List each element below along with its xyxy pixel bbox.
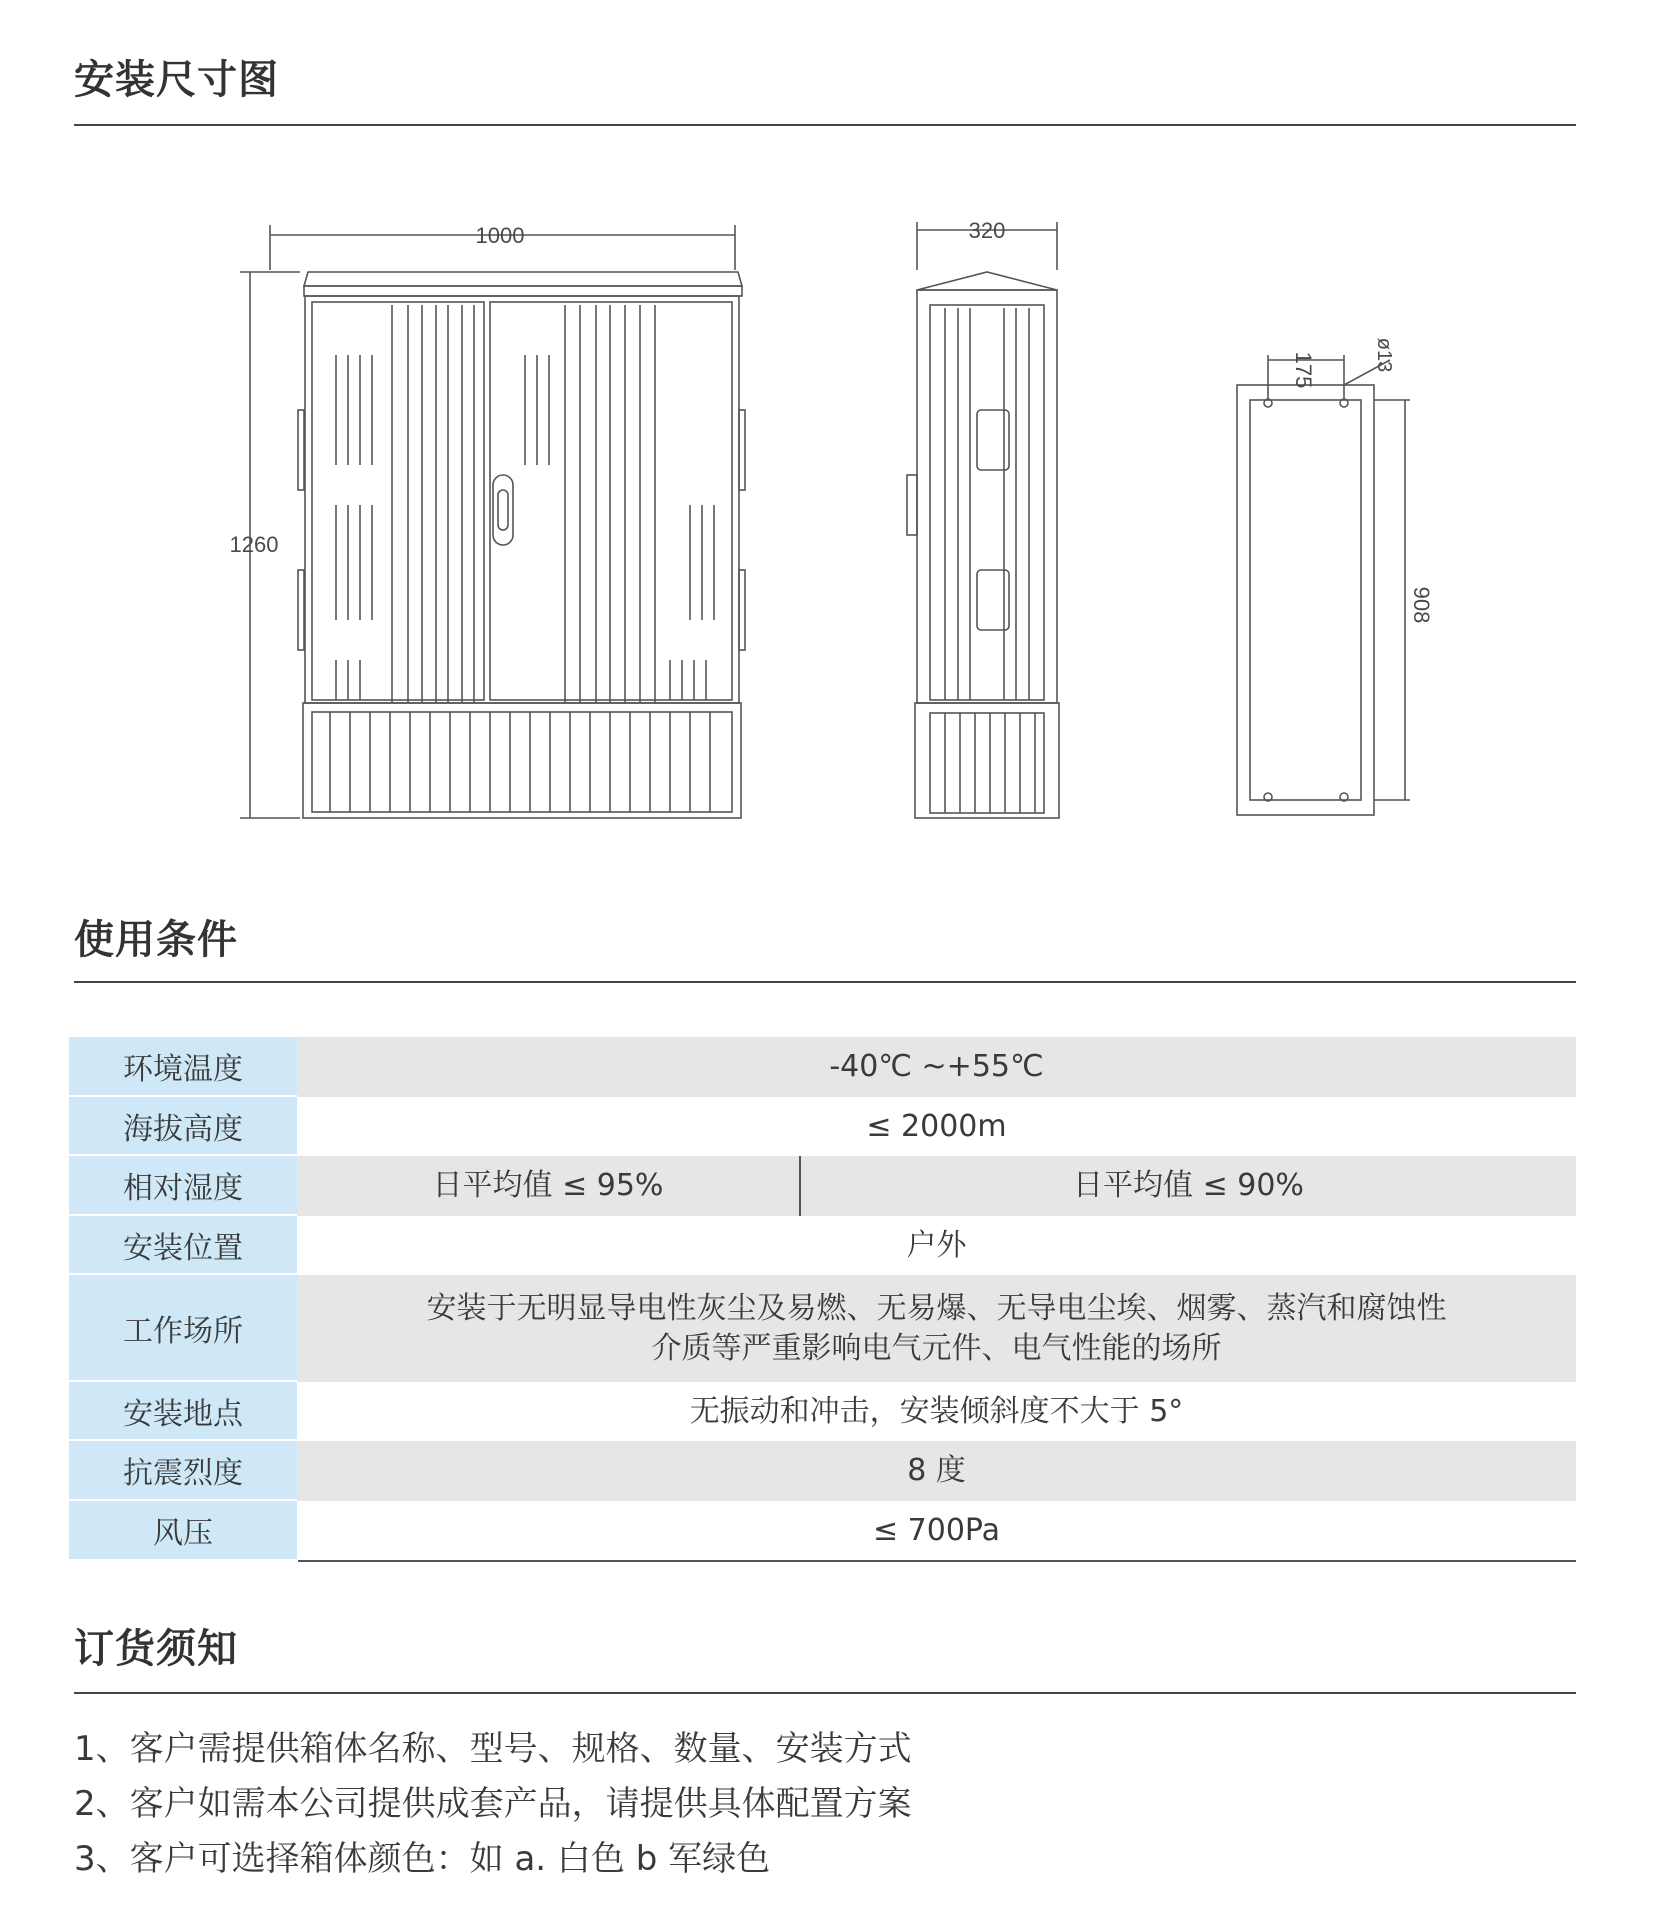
order-section-title: 订货须知 <box>74 1626 238 1672</box>
row-value: 无振动和冲击，安装倾斜度不大于 5° <box>297 1382 1576 1441</box>
row-label: 海拔高度 <box>69 1097 297 1156</box>
base-length-dimension: 908 <box>1409 586 1434 624</box>
row-label: 环境温度 <box>69 1037 297 1097</box>
row-value-multiline <box>297 1275 1576 1382</box>
table-row <box>69 1441 1576 1501</box>
order-notes-list <box>74 1722 912 1887</box>
conditions-section-title: 使用条件 <box>74 917 238 963</box>
table-row <box>69 1275 1576 1382</box>
table-row <box>69 1501 1576 1561</box>
conditions-section-rule <box>74 981 1576 983</box>
conditions-table <box>69 1037 1576 1561</box>
row-label: 安装位置 <box>69 1216 297 1275</box>
hole-diameter-dimension: ø13 <box>1373 337 1395 373</box>
table-row <box>69 1037 1576 1097</box>
humidity-value-left: 日平均值 ≤ 95% <box>297 1156 801 1216</box>
hole-spacing-dimension: 175 <box>1291 351 1316 389</box>
base-plan-drawing <box>1237 355 1410 815</box>
order-note: 1、客户需提供箱体名称、型号、规格、数量、安装方式 <box>74 1729 912 1769</box>
workplace-line-2: 介质等严重影响电气元件、电气性能的场所 <box>651 1330 1222 1366</box>
front-view-drawing <box>240 225 745 818</box>
row-value: 户外 <box>297 1216 1576 1275</box>
table-row <box>69 1216 1576 1275</box>
row-label: 相对湿度 <box>69 1156 297 1216</box>
table-bottom-rule <box>298 1560 1576 1562</box>
table-row <box>69 1156 1576 1216</box>
front-width-dimension: 1000 <box>475 223 525 248</box>
row-label: 风压 <box>69 1501 297 1561</box>
installation-dimension-drawings <box>0 160 1659 860</box>
side-view-drawing <box>907 222 1059 818</box>
order-section-rule <box>74 1692 1576 1694</box>
row-value: -40℃ ~+55℃ <box>297 1037 1576 1097</box>
humidity-value-right: 日平均值 ≤ 90% <box>1073 1168 1304 1203</box>
row-value-split <box>297 1156 1576 1216</box>
install-section-title: 安装尺寸图 <box>74 57 279 103</box>
install-section-rule <box>74 124 1576 126</box>
row-label: 工作场所 <box>69 1275 297 1382</box>
row-label: 安装地点 <box>69 1382 297 1441</box>
row-value: 8 度 <box>297 1441 1576 1501</box>
row-value: ≤ 700Pa <box>297 1501 1576 1561</box>
side-depth-dimension: 320 <box>968 218 1006 243</box>
order-note: 3、客户可选择箱体颜色：如 a. 白色 b 军绿色 <box>74 1839 771 1879</box>
row-value: ≤ 2000m <box>297 1097 1576 1156</box>
table-row <box>69 1097 1576 1156</box>
front-height-dimension: 1260 <box>229 532 279 557</box>
workplace-line-1: 安装于无明显导电性灰尘及易燃、无易爆、无导电尘埃、烟雾、蒸汽和腐蚀性 <box>426 1290 1447 1326</box>
order-note: 2、客户如需本公司提供成套产品，请提供具体配置方案 <box>74 1784 912 1824</box>
row-label: 抗震烈度 <box>69 1441 297 1501</box>
table-row <box>69 1382 1576 1441</box>
